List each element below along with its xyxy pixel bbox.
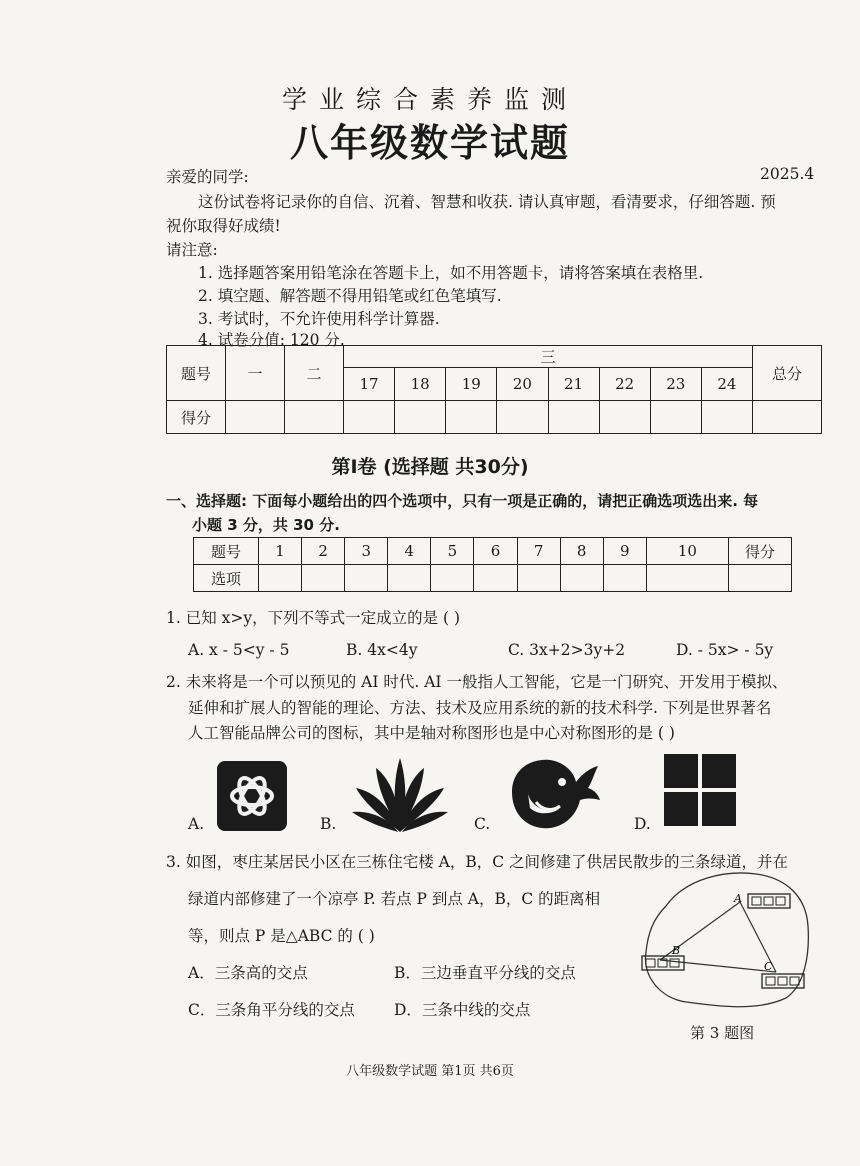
score-cell: [395, 401, 446, 434]
score-table-label-score: 得分: [167, 401, 226, 434]
answer-table-number: 9: [603, 538, 646, 565]
answer-table-number: 8: [560, 538, 603, 565]
score-cell: [701, 401, 752, 434]
q3-line-1: 3. 如图，枣庄某居民小区在三栋住宅楼 A，B，C 之间修建了供居民散步的三条绿道，并在: [166, 853, 789, 871]
answer-cell: [388, 565, 431, 592]
q1-option-b: B. 4x<4y: [346, 641, 418, 659]
q2-option-a-label: A.: [188, 815, 205, 833]
answer-table-number: 2: [302, 538, 345, 565]
huawei-logo-icon: [350, 754, 450, 834]
intro-line-2: 祝你取得好成绩!: [166, 217, 281, 235]
answer-table-label-choice: 选项: [194, 565, 259, 592]
answer-table-number: 7: [517, 538, 560, 565]
score-table-col: 17: [344, 368, 395, 401]
q3-option-c: C．三条角平分线的交点: [188, 1001, 355, 1019]
answer-cell: [517, 565, 560, 592]
answer-table-label-no: 题号: [194, 538, 259, 565]
answer-table-number: 1: [259, 538, 302, 565]
answer-table: [193, 537, 792, 592]
answer-cell: [729, 565, 792, 592]
openai-logo-icon: [216, 760, 288, 832]
score-table-col: 18: [395, 368, 446, 401]
score-table-label-no: 题号: [167, 346, 226, 401]
answer-cell: [646, 565, 728, 592]
answer-cell: [259, 565, 302, 592]
point-b-label: B: [672, 944, 681, 957]
score-table-col: 19: [446, 368, 497, 401]
answer-table-number: 5: [431, 538, 474, 565]
note-item-3: 3. 考试时，不允许使用科学计算器.: [198, 310, 440, 328]
q3-option-d: D．三条中线的交点: [394, 1001, 531, 1019]
score-table-col: 20: [497, 368, 548, 401]
answer-cell: [302, 565, 345, 592]
answer-cell: [603, 565, 646, 592]
note-item-2: 2. 填空题、解答题不得用铅笔或红色笔填写.: [198, 287, 502, 305]
score-cell: [344, 401, 395, 434]
score-table: [166, 345, 822, 434]
answer-table-number: 6: [474, 538, 517, 565]
q1-option-c: C. 3x+2>3y+2: [508, 641, 626, 659]
section-1-instruction-line-1: 一、选择题: 下面每小题给出的四个选项中，只有一项是正确的，请把正确选项选出来. 每: [166, 492, 759, 510]
score-table-total: 总分: [753, 346, 822, 401]
score-cell: [753, 401, 822, 434]
answer-table-number: 10: [646, 538, 728, 565]
point-a-label: A: [734, 892, 742, 905]
q3-line-2: 绿道内部修建了一个凉亭 P. 若点 P 到点 A，B，C 的距离相: [188, 890, 601, 908]
q2-option-b-label: B.: [320, 815, 337, 833]
score-table-col: 24: [701, 368, 752, 401]
greeting: 亲爱的同学:: [166, 168, 249, 186]
section-1-heading: 第Ⅰ卷 (选择题 共30分): [331, 456, 529, 478]
intro-line-1: 这份试卷将记录你的自信、沉着、智慧和收获. 请认真审题，看清要求，仔细答题. 预: [198, 193, 776, 211]
score-table-part1: 一: [226, 346, 285, 401]
answer-cell: [560, 565, 603, 592]
exam-title: 八年级数学试题: [289, 121, 570, 165]
answer-cell: [345, 565, 388, 592]
q2-line-3: 人工智能品牌公司的图标，其中是轴对称图形也是中心对称图形的是 ( ): [188, 724, 675, 742]
q2-option-d-label: D.: [634, 815, 651, 833]
answer-cell: [431, 565, 474, 592]
answer-table-number: 3: [345, 538, 388, 565]
answer-table-number: 4: [388, 538, 431, 565]
score-cell: [285, 401, 344, 434]
q1-stem: 1. 已知 x>y，下列不等式一定成立的是 ( ): [166, 609, 461, 627]
page-footer: 八年级数学试题 第1页 共6页: [346, 1064, 514, 1079]
answer-table-score: 得分: [729, 538, 792, 565]
notes-heading: 请注意:: [166, 241, 218, 259]
q3-figure-caption: 第 3 题图: [690, 1024, 755, 1042]
score-cell: [650, 401, 701, 434]
score-cell: [226, 401, 285, 434]
q1-option-d: D. - 5x> - 5y: [676, 641, 774, 659]
q2-line-1: 2. 未来将是一个可以预见的 AI 时代. AI 一般指人工智能，它是一门研究、开发用于模拟、: [166, 673, 788, 691]
score-cell: [497, 401, 548, 434]
score-cell: [548, 401, 599, 434]
score-cell: [446, 401, 497, 434]
point-c-label: C: [764, 960, 773, 973]
q2-line-2: 延伸和扩展人的智能的理论、方法、技术及应用系统的新的技术科学. 下列是世界著名: [188, 699, 772, 717]
q3-option-a: A．三条高的交点: [188, 964, 308, 982]
score-table-col: 21: [548, 368, 599, 401]
q2-option-c-label: C.: [474, 815, 491, 833]
section-1-instruction-line-2: 小题 3 分，共 30 分.: [192, 516, 340, 534]
score-table-col: 23: [650, 368, 701, 401]
q3-line-3: 等，则点 P 是△ABC 的 ( ): [188, 927, 375, 945]
score-table-col: 22: [599, 368, 650, 401]
score-table-part3: 三: [344, 346, 753, 368]
score-cell: [599, 401, 650, 434]
note-item-4: 4. 试卷分值: 120 分.: [198, 331, 345, 349]
exam-supertitle: 学业综合素养监测: [281, 85, 578, 114]
note-item-1: 1. 选择题答案用铅笔涂在答题卡上，如不用答题卡，请将答案填在表格里.: [198, 264, 704, 282]
deepseek-whale-logo-icon: [502, 752, 602, 832]
score-table-part2: 二: [285, 346, 344, 401]
q3-figure: [636, 856, 816, 1016]
q3-option-b: B．三边垂直平分线的交点: [394, 964, 576, 982]
q1-option-a: A. x - 5<y - 5: [188, 641, 290, 659]
answer-cell: [474, 565, 517, 592]
microsoft-squares-logo-icon: [664, 754, 736, 826]
exam-date: 2025.4: [760, 165, 815, 183]
